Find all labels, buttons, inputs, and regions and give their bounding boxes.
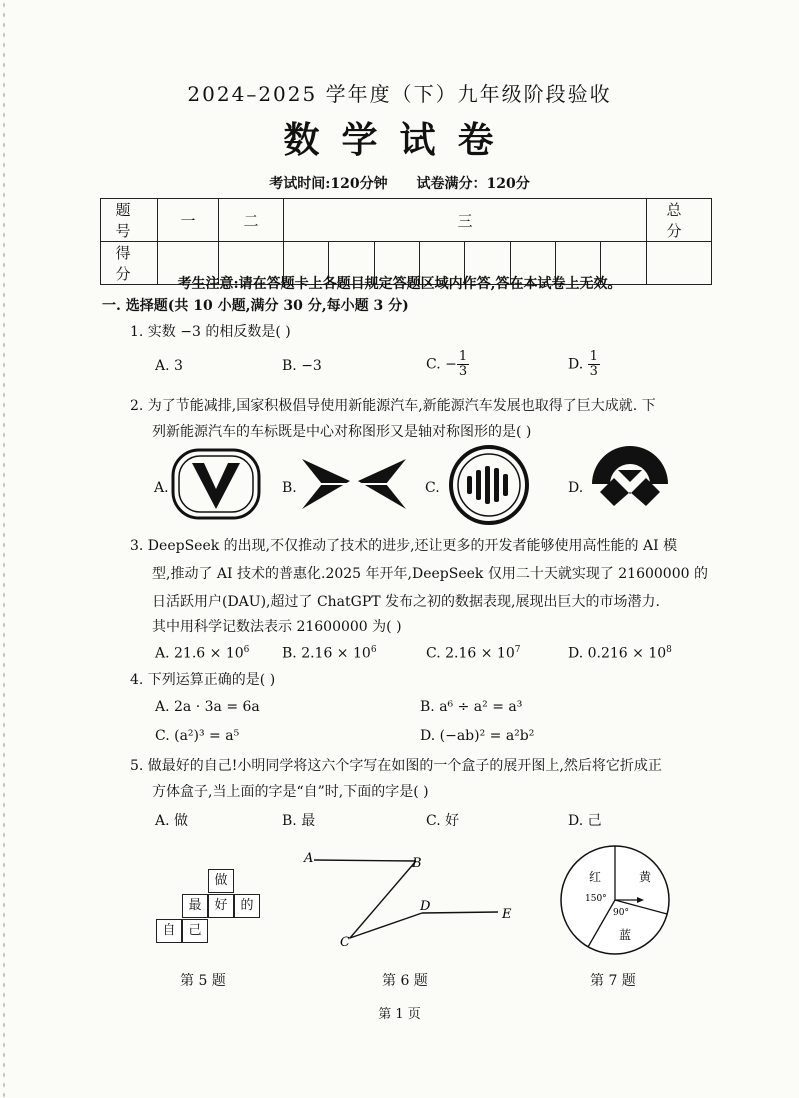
exam-time: 考试时间:120分钟 [269, 176, 388, 192]
exam-full-score: 试卷满分：120分 [416, 176, 530, 192]
fraction: $\frac{1}{3}$ [589, 349, 598, 379]
q3-line2: 型,推动了 AI 技术的普惠化.2025 年开年,DeepSeek 仅用二十天就实现了 21600000 的 [152, 566, 708, 582]
q4-option-c: C. (a²)³ = a⁵ [155, 728, 240, 744]
q3-line4: 其中用科学记数法表示 21600000 为( ) [152, 619, 402, 635]
q1-option-d: D. $\frac{1}{3}$ [568, 349, 598, 379]
q4-stem: 4. 下列运算正确的是( ) [130, 672, 276, 688]
q4-option-a: A. 2a · 3a = 6a [155, 699, 260, 715]
score-col-two: 二 [219, 199, 284, 242]
logo-d-arch [588, 440, 672, 516]
q2-option-c: C. [425, 480, 440, 496]
q2-line1: 2. 为了节能减排,国家积极倡导使用新能源汽车,新能源汽车发展也取得了巨大成就. 下 [130, 398, 656, 414]
q1-stem: 1. 实数 −3 的相反数是( ) [130, 324, 291, 340]
main-title: 数学试卷 [283, 119, 516, 161]
spinner-figure [555, 843, 675, 959]
q5-option-c: C. 好 [426, 813, 460, 829]
net-cell: 最 [182, 894, 208, 918]
q2-option-b: B. [282, 480, 297, 496]
section-title: 一. 选择题(共 10 小题,满分 30 分,每小题 3 分) [102, 298, 409, 314]
pie-label-red: 红 [589, 870, 602, 884]
score-label-score: 得 分 [101, 242, 158, 285]
score-col-one: 一 [158, 199, 219, 242]
logo-b-arrows [298, 455, 410, 513]
score-table [100, 198, 712, 285]
page-number: 第 1 页 [378, 1007, 421, 1022]
q1-option-b: B. −3 [282, 358, 322, 374]
angle-figure [300, 848, 520, 953]
q3-option-c: C. $2.16 \times 10^7$ [426, 645, 521, 662]
q3-option-d: D. $0.216 \times 10^8$ [568, 645, 672, 662]
point-label: C [340, 935, 350, 950]
score-col-three: 三 [284, 199, 647, 242]
fraction: $\frac{1}{3}$ [458, 349, 468, 379]
q5-line1: 5. 做最好的自己!小明同学将这六个字写在如图的一个盒子的展开图上,然后将它折成正 [130, 758, 662, 774]
net-cell: 自 [156, 919, 182, 943]
logo-a-shield-v [170, 447, 262, 521]
caption-fig5: 第 5 题 [180, 973, 226, 989]
year-title: 2024–2025 学年度（下）九年级阶段验收 [187, 82, 612, 106]
q3-option-b: B. $2.16 \times 10^6$ [282, 645, 377, 662]
pie-label-blue: 蓝 [619, 928, 632, 942]
q3-option-a: A. $21.6 \times 10^6$ [155, 645, 250, 662]
score-col-total: 总 分 [647, 199, 712, 242]
score-table-header-row [101, 199, 712, 242]
q4-option-d: D. (−ab)² = a²b² [420, 728, 535, 744]
angle-label-90: 90° [613, 908, 629, 918]
scan-edge [2, 0, 6, 1098]
q1-option-c: C. − $\frac{1}{3}$ [426, 349, 468, 379]
q4-option-b: B. a⁶ ÷ a² = a³ [420, 699, 523, 715]
q5-option-d: D. 己 [568, 813, 602, 829]
angle-label-150: 150° [585, 894, 607, 904]
point-label: E [502, 907, 512, 922]
q2-option-a: A. [154, 480, 169, 496]
q2-line2: 列新能源汽车的车标既是中心对称图形又是轴对称图形的是( ) [152, 424, 532, 440]
q5-option-a: A. 做 [155, 813, 189, 829]
q5-line2: 方体盒子,当上面的字是“自”时,下面的字是( ) [152, 784, 429, 800]
point-label: D [420, 899, 431, 914]
notice: 考生注意:请在答题卡上各题目规定答题区域内作答,答在本试卷上无效。 [177, 276, 622, 292]
net-cell: 好 [208, 894, 234, 918]
q3-line1: 3. DeepSeek 的出现,不仅推动了技术的进步,还让更多的开发者能够使用高性能的 AI 模 [130, 538, 678, 554]
pie-label-yellow: 黄 [639, 870, 652, 884]
net-cell: 做 [208, 869, 234, 893]
net-cell: 的 [234, 894, 260, 918]
caption-fig6: 第 6 题 [382, 973, 428, 989]
point-label: B [412, 856, 422, 871]
score-label-number: 题 号 [101, 199, 158, 242]
point-label: A [304, 851, 314, 866]
exam-info [0, 173, 799, 193]
net-cell: 己 [182, 919, 208, 943]
q3-line3: 日活跃用户(DAU),超过了 ChatGPT 发布之初的数据表现,展现出巨大的市场潜力. [152, 594, 660, 610]
caption-fig7: 第 7 题 [590, 973, 636, 989]
q5-option-b: B. 最 [282, 813, 316, 829]
logo-c-circle-bars [448, 444, 530, 526]
q2-option-d: D. [568, 480, 584, 496]
q1-option-a: A. 3 [155, 358, 183, 374]
